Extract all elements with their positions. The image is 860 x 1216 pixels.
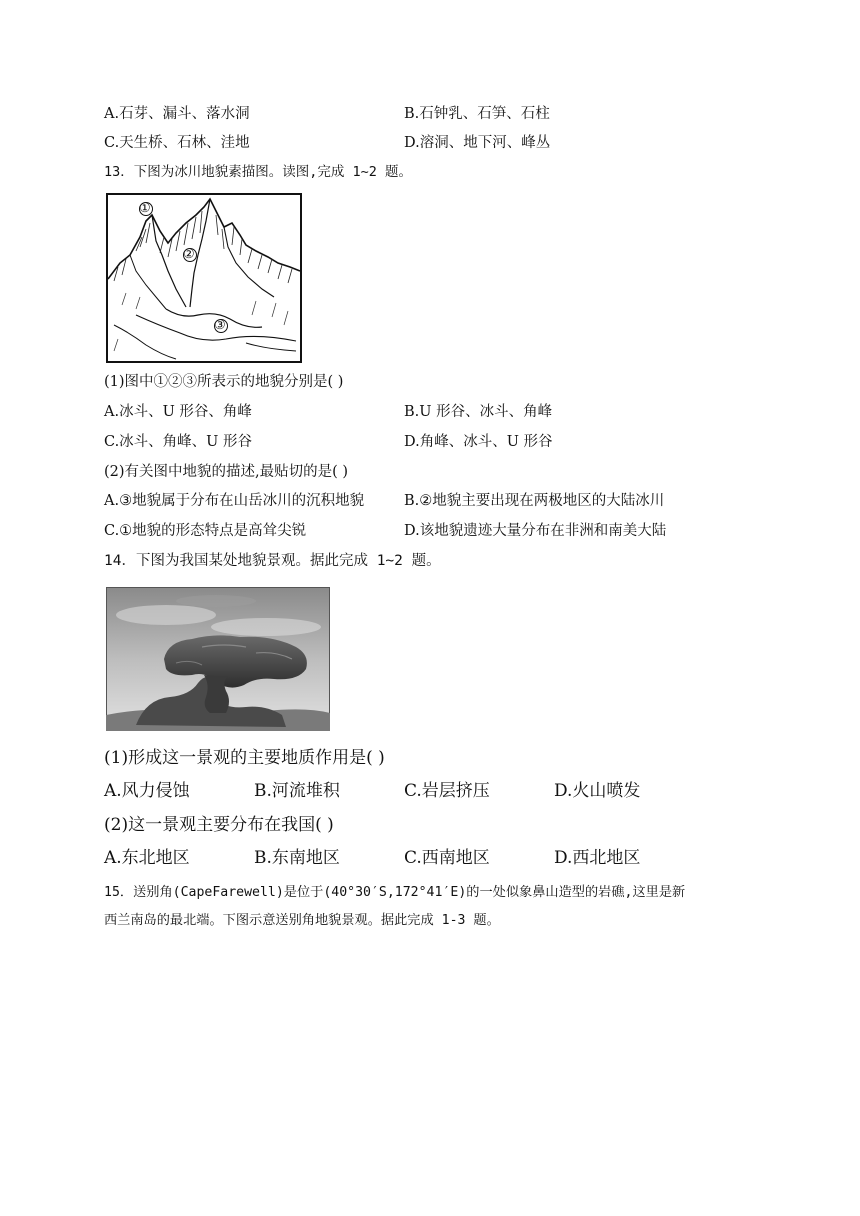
q14-stem: 14．下图为我国某处地貌景观。据此完成 1~2 题。 [104,553,441,569]
q13-sub1-option-b: B.U 形谷、冰斗、角峰 [404,404,553,420]
q14-sub1-option-b: B.河流堆积 [254,781,340,801]
q12-option-c: C.天生桥、石林、洼地 [104,135,250,151]
q14-sub2-option-c: C.西南地区 [404,848,490,868]
q14-sub1-option-a: A.风力侵蚀 [104,781,190,801]
figure-label-3: ③ [214,318,226,333]
q15-stem-line1: 15．送别角(CapeFarewell)是位于(40°30′S,172°41′E)的一处似象鼻山造型的岩礁,这里是新 [104,885,686,900]
q13-sub2-question: (2)有关图中地貌的描述,最贴切的是( ) [104,464,349,480]
q14-sub1-question: (1)形成这一景观的主要地质作用是( ) [104,748,385,768]
q12-option-b: B.石钟乳、石笋、石柱 [404,106,550,122]
q13-sub2-option-b: B.②地貌主要出现在两极地区的大陆冰川 [404,493,665,509]
q14-sub2-option-a: A.东北地区 [104,848,190,868]
q13-sub1-option-a: A.冰斗、U 形谷、角峰 [104,404,252,420]
q13-sub2-option-d: D.该地貌遗迹大量分布在非洲和南美大陆 [404,523,667,539]
q13-sub2-option-c: C.①地貌的形态特点是高耸尖锐 [104,523,307,539]
q14-sub2-question: (2)这一景观主要分布在我国( ) [104,815,334,835]
q15-stem-line2: 西兰南岛的最北端。下图示意送别角地貌景观。据此完成 1-3 题。 [104,913,500,928]
figure-label-1: ① [139,201,151,216]
q12-option-a: A.石芽、漏斗、落水洞 [104,106,250,122]
q13-sub1-option-d: D.角峰、冰斗、U 形谷 [404,434,553,450]
q14-sub2-option-b: B.东南地区 [254,848,340,868]
q13-stem: 13．下图为冰川地貌素描图。读图,完成 1~2 题。 [104,164,413,180]
q14-sub1-option-c: C.岩层挤压 [404,781,490,801]
figure-label-2: ② [183,247,195,262]
q14-sub2-option-d: D.西北地区 [554,848,641,868]
q13-sub1-question: (1)图中①②③所表示的地貌分别是( ) [104,374,344,390]
q12-option-d: D.溶洞、地下河、峰丛 [404,135,551,151]
q13-sub2-option-a: A.③地貌属于分布在山岳冰川的沉积地貌 [104,493,365,509]
q14-sub1-option-d: D.火山喷发 [554,781,641,801]
glacier-sketch-figure [106,193,302,363]
mushroom-rock-photo [106,587,330,731]
q13-sub1-option-c: C.冰斗、角峰、U 形谷 [104,434,253,450]
